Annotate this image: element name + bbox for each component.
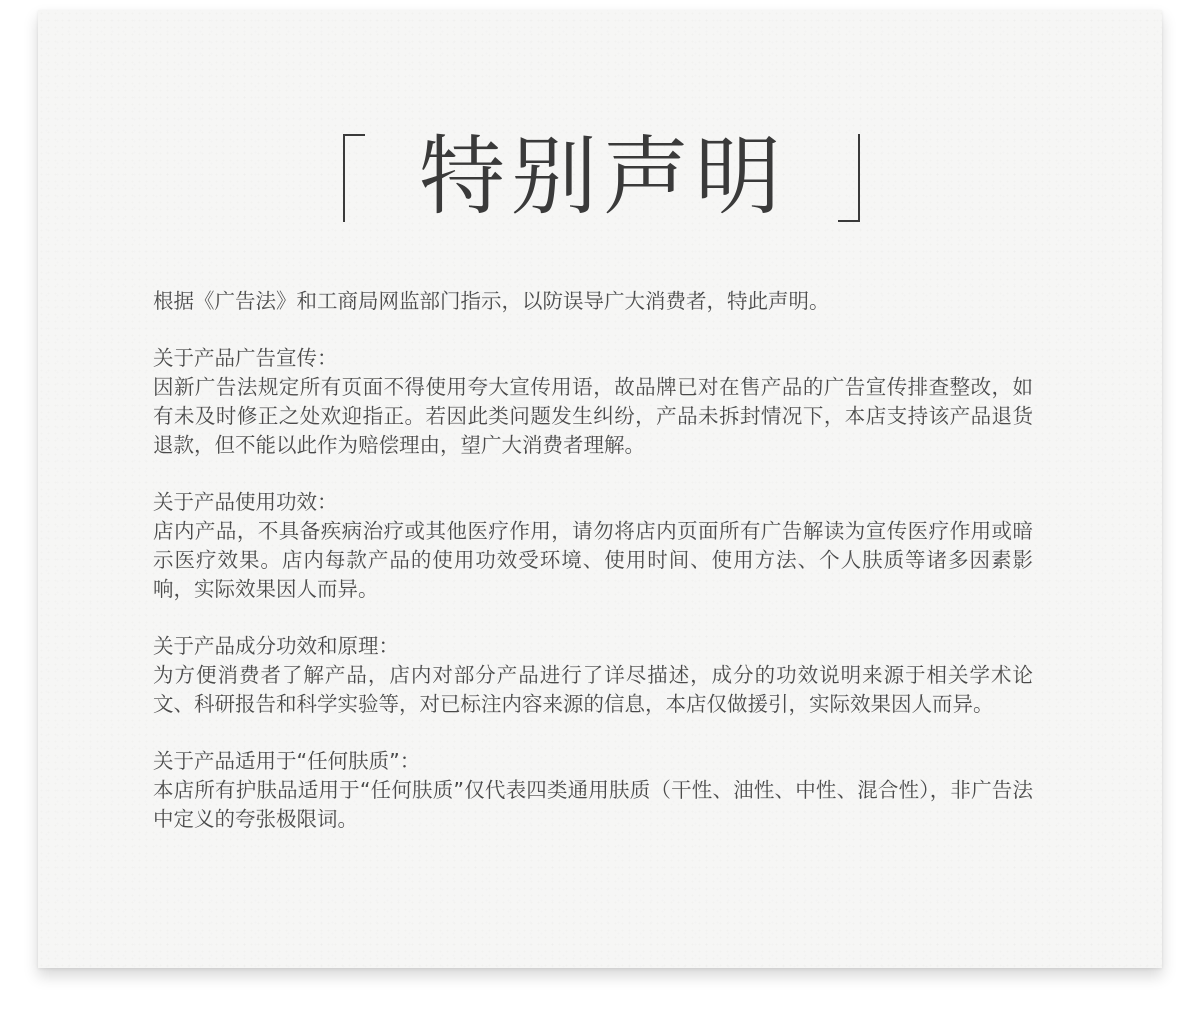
section-ingredients bbox=[153, 632, 1033, 719]
section-body: 为方便消费者了解产品，店内对部分产品进行了详尽描述，成分的功效说明来源于相关学术论文、科研报告和科学实验等，对已标注内容来源的信息，本店仅做援引，实际效果因人而异。 bbox=[153, 663, 1033, 716]
section-body: 店内产品，不具备疾病治疗或其他医疗作用，请勿将店内页面所有广告解读为宣传医疗作用或暗示医疗效果。店内每款产品的使用功效受环境、使用时间、使用方法、个人肤质等诸多因素影响，实际效果因人而异。 bbox=[153, 519, 1033, 601]
title-row bbox=[38, 122, 1162, 232]
section-heading: 关于产品使用功效： bbox=[153, 490, 338, 514]
page-title: 特别声明 bbox=[419, 127, 787, 227]
section-heading: 关于产品适用于“任何肤质”： bbox=[153, 749, 421, 773]
section-heading: 关于产品成分功效和原理： bbox=[153, 634, 399, 658]
section-advertising bbox=[153, 344, 1033, 460]
section-body: 因新广告法规定所有页面不得使用夸大宣传用语，故品牌已对在售产品的广告宣传排查整改，如有未及时修正之处欢迎指正。若因此类问题发生纠纷，产品未拆封情况下，本店支持该产品退货退款，但不能以此作为赔偿理由，望广大消费者理解。 bbox=[153, 375, 1033, 457]
notice-card bbox=[38, 10, 1162, 968]
right-corner-bracket bbox=[838, 134, 860, 222]
section-heading: 关于产品广告宣传： bbox=[153, 346, 338, 370]
notice-content bbox=[153, 287, 1033, 862]
left-corner-bracket bbox=[343, 134, 365, 222]
section-efficacy bbox=[153, 488, 1033, 604]
intro-paragraph: 根据《广告法》和工商局网监部门指示，以防误导广大消费者，特此声明。 bbox=[153, 289, 830, 313]
section-body: 本店所有护肤品适用于“任何肤质”仅代表四类通用肤质（干性、油性、中性、混合性），非广告法中定义的夸张极限词。 bbox=[153, 778, 1033, 831]
section-skin-types bbox=[153, 747, 1033, 834]
